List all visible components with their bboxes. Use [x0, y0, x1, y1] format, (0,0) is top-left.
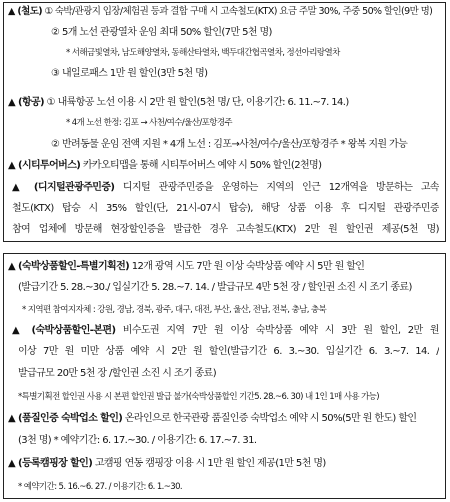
citybus-line [8, 159, 321, 173]
digital-resident-text-3: 참여 업체에 방문해 현장할인증을 발급한 경우 고속철도(KTX) 2만 원 할인권 제공(5천 명) [12, 224, 439, 235]
section-heading-air: ▲ (항공) [8, 97, 45, 108]
lodging-special-regions-note: * 지역편 참여지자체 : 강원, 경남, 경북, 광주, 대구, 대전, 부산, 울산, 전남, 전북, 충남, 충북 [22, 305, 327, 315]
camping-period-note: * 예약기간: 5. 16.~6. 27. / 이용기간: 6. 1.~30. [18, 482, 182, 492]
digital-resident-text-1: 디지털 관광주민증을 운영하는 지역의 인근 12개역을 방문하는 고속 [122, 182, 439, 193]
section-heading-lodging-special: ▲ (숙박상품할인-특별기획전) [8, 261, 130, 272]
rail-tour-train-text: ② 5개 노선 관광열차 운임 최대 50% 할인(7만 5천 명) [51, 27, 272, 38]
lodging-special-line [8, 260, 364, 274]
section-heading-digital-resident: ▲ (디지털관광주민증) [12, 182, 115, 193]
lodging-special-period: (발급기간 5. 28.~30./ 입실기간 5. 28.~7. 14. / 발급규모 4만 5천 장 / 할인권 소진 시 조기 종료) [18, 282, 412, 293]
section-heading-camping: ▲ (등록캠핑장 할인) [8, 458, 93, 469]
section-heading-citybus: ▲ (시티투어버스) [8, 160, 81, 171]
lodging-camping-discount-box [3, 253, 446, 499]
quality-lodging-text: 온라인으로 한국관광 품질인증 숙박업소 예약 시 50%(5만 원 한도) 할인 [124, 413, 417, 424]
rail-tour-train-note: * 서해금빛열차, 남도해양열차, 동해산타열차, 백두대간협곡열차, 정선아리랑열차 [66, 48, 340, 58]
lodging-special-text: 12개 광역 시도 7만 원 이상 숙박상품 예약 시 5만 원 할인 [131, 261, 365, 272]
lodging-main-text-3: 발급규모 20만 5천 장 /할인권 소진 시 조기 종료) [18, 368, 217, 379]
lodging-main-line-1 [12, 324, 439, 338]
air-route-note: * 4개 노선 한정: 김포 → 사천/여수/울산/포항경주 [66, 118, 233, 128]
rail-ktx-text: ① 숙박/관광지 입장/체험권 등과 결합 구매 시 고속철도(KTX) 요금 주말 30%, 주중 50% 할인(9만 명) [44, 6, 433, 17]
air-line-1 [8, 96, 349, 110]
digital-resident-text-2: 철도(KTX) 탑승 시 35% 할인(단, 21시-07시 탑승), 해당 상품 이용 후 디지털 관광주민증 [12, 203, 439, 214]
digital-resident-line-1 [12, 181, 439, 195]
section-heading-lodging-main: ▲ (숙박상품할인-본편) [12, 325, 116, 336]
lodging-main-text-2: 이상 7만 원 미만 상품 예약 시 2만 원 할인(발급기간 6. 3.~30. 입실기간 6. 3.~7. 14. / [18, 346, 439, 357]
quality-lodging-period: (3천 명) * 예약기간: 6. 17.~30. / 이용기간: 6. 17.~7. 31. [18, 435, 257, 446]
quality-lodging-line [8, 412, 416, 426]
camping-line [8, 457, 326, 471]
section-heading-quality-lodging: ▲ (품질인증 숙박업소 할인) [8, 413, 123, 424]
air-domestic-text: ① 내륙항공 노선 이용 시 2만 원 할인(5천 명/ 단, 이용기간: 6. 11.~7. 14.) [46, 97, 349, 108]
air-pet-text: ② 반려동물 운임 전액 지원 * 4개 노선 : 김포→사천/여수/울산/포항경주 * 왕복 지원 가능 [51, 139, 408, 150]
rail-air-discount-box [3, 2, 446, 242]
rail-nae-il-ro-text: ③ 내일로패스 1만 원 할인(3만 5천 명) [51, 68, 208, 79]
lodging-main-text-1: 비수도권 지역 7만 원 이상 숙박상품 예약 시 3만 원 할인, 2만 원 [122, 325, 439, 336]
lodging-main-note: *특별기획전 할인권 사용 시 본편 할인권 발급 불가(숙박상품할인 기간5. 28.~6. 30) 내 1인 1매 사용 가능) [18, 392, 380, 402]
rail-line-1 [8, 5, 432, 19]
section-heading-rail: ▲ (철도) [8, 6, 43, 17]
citybus-text: 카카오티맵을 통해 시티투어버스 예약 시 50% 할인(2천명) [82, 160, 322, 171]
camping-text: 고캠핑 연동 캠핑장 이용 시 1만 원 할인 제공(1만 5천 명) [94, 458, 326, 469]
